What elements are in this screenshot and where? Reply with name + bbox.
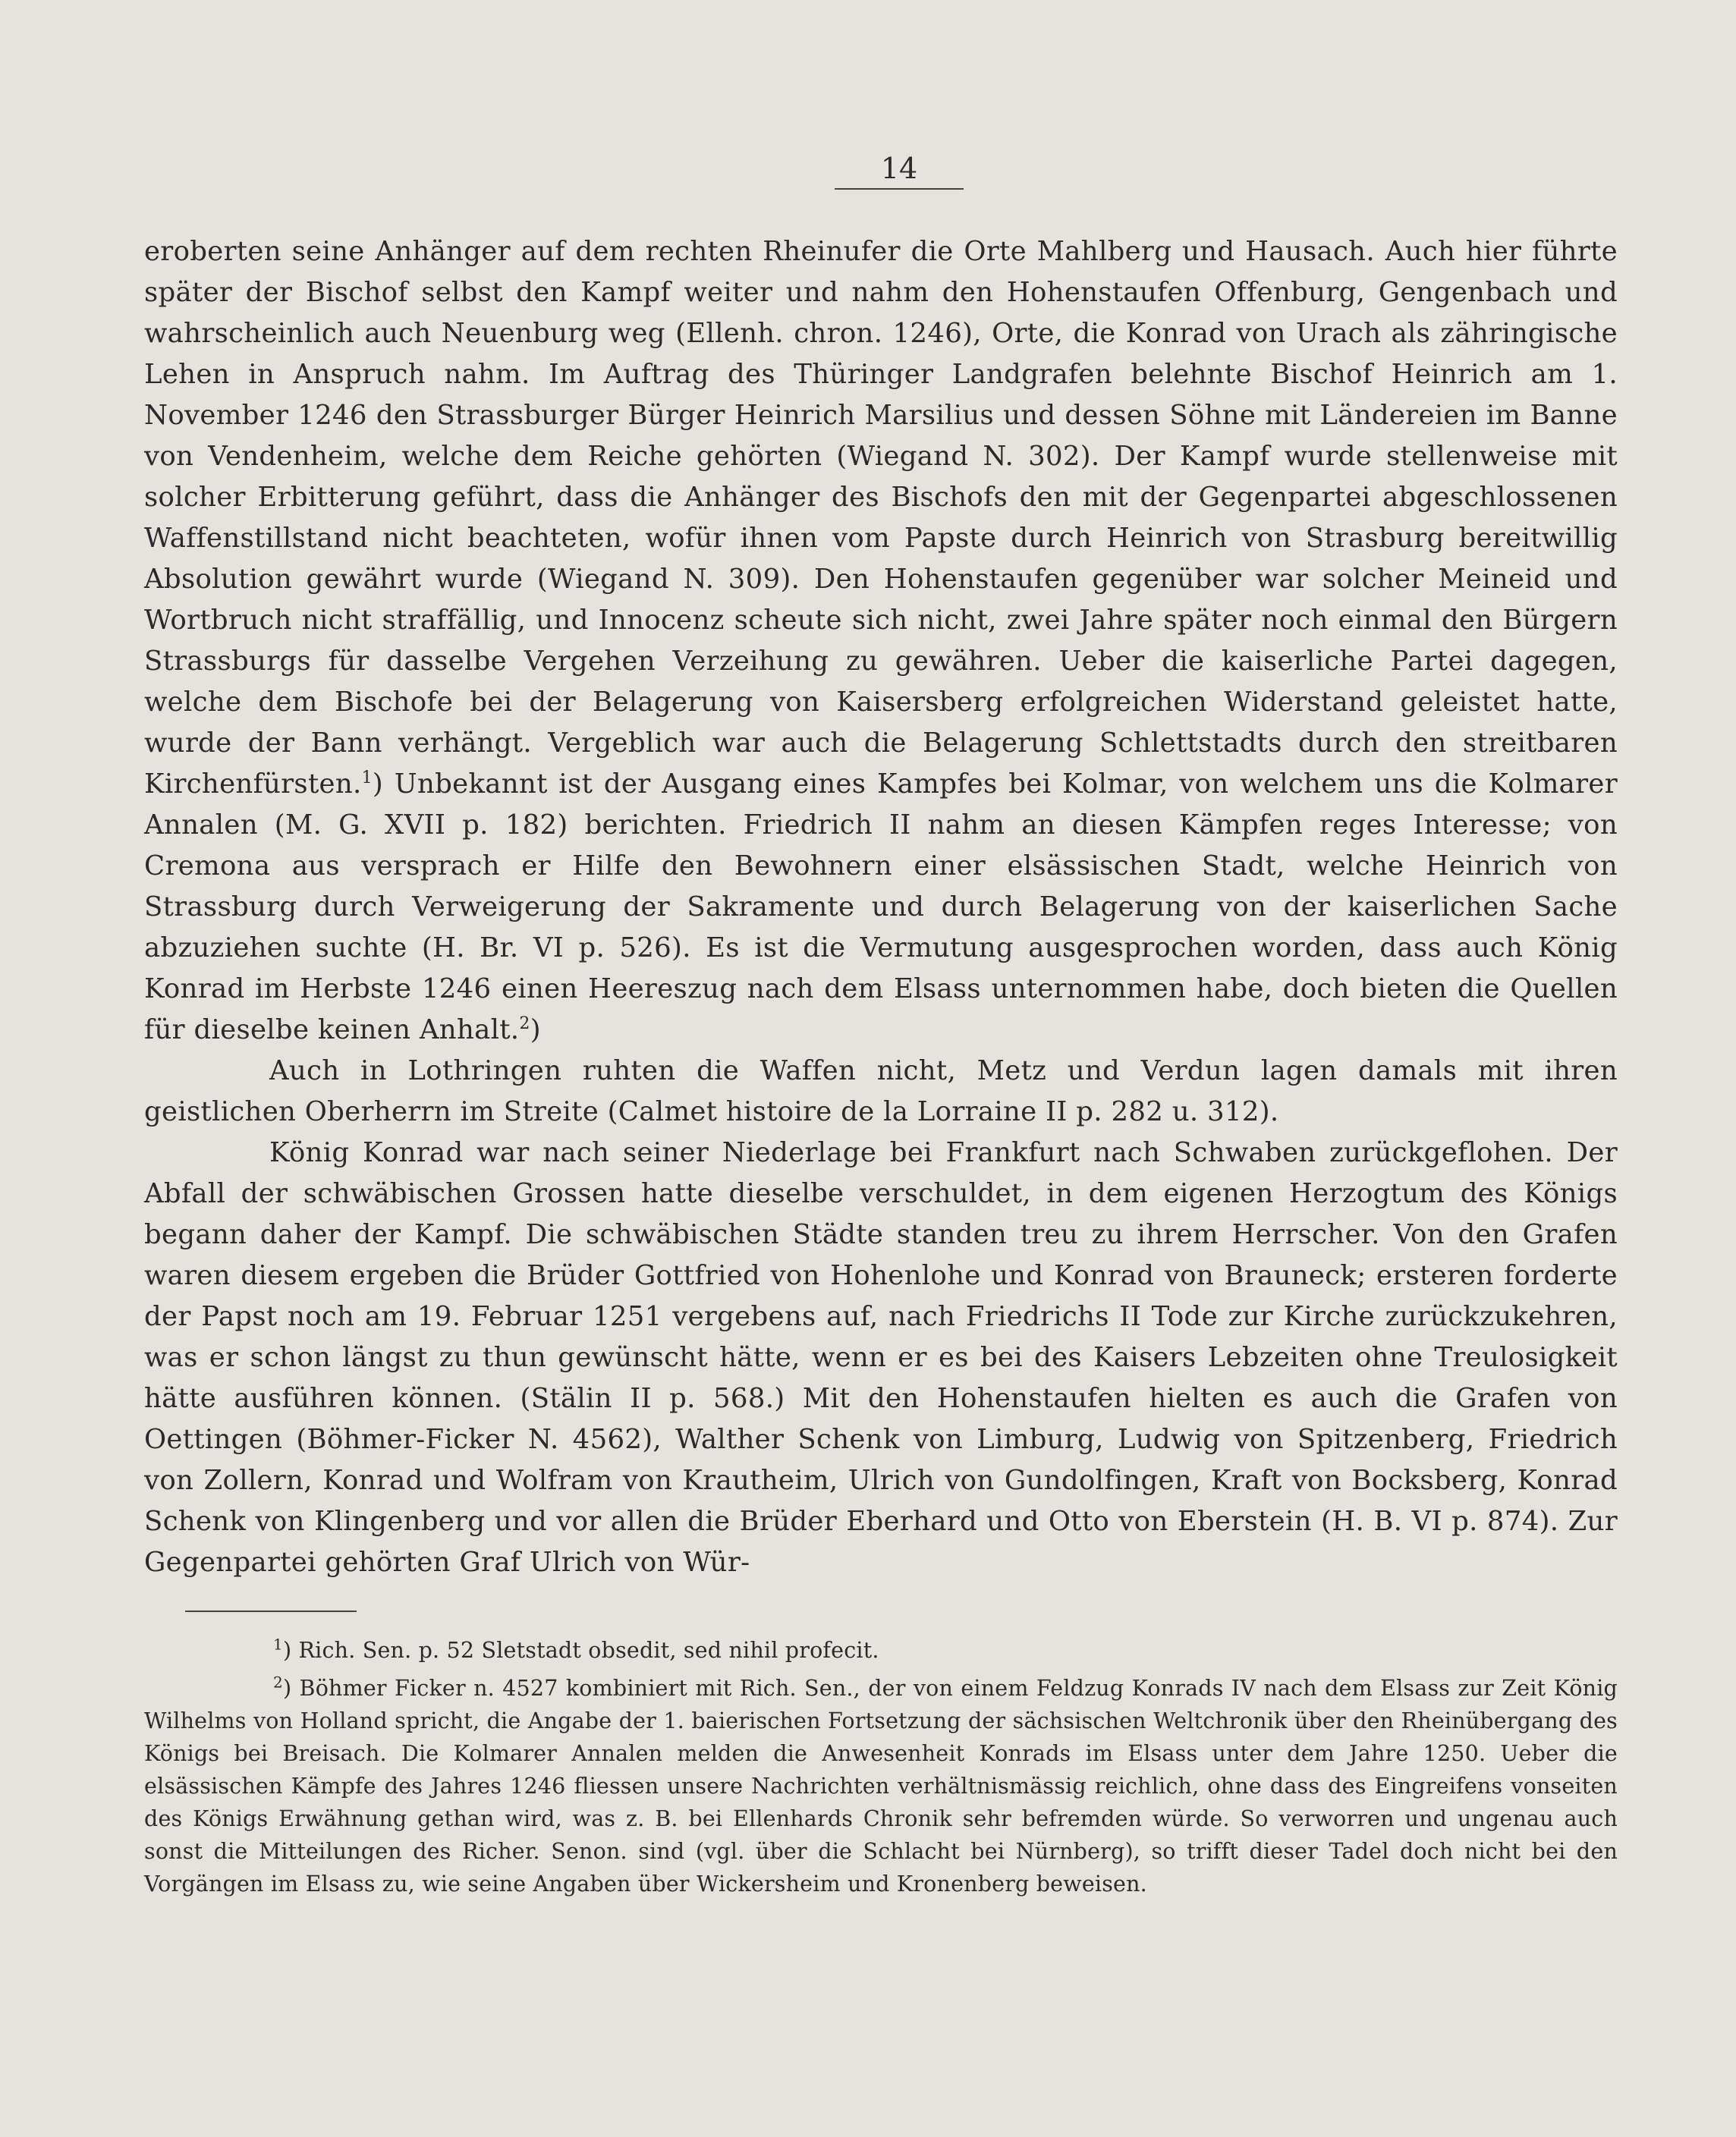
footnote-1	[144, 1634, 1618, 1667]
footnote-2-text: Böhmer Ficker n. 4527 kombiniert mit Rich. Sen., der von einem Feldzug Konrads IV nach dem Elsass zur Zeit König Wilhelms von Holland spricht, die Angabe der 1. baierischen Fortsetzung der sächsischen Weltchronik über den Rheinübergang des Königs bei Breisach. Die Kolmarer Annalen melden die Anwesenheit Konrads im Elsass unter dem Jahre 1250. Ueber die elsässischen Kämpfe des Jahres 1246 fliessen unsere Nachrichten verhältnismässig reichlich, ohne dass des Eingreifens vonseiten des Königs Erwähnung gethan wird, was z. B. bei Ellenhards Chronik sehr befremden würde. So verworren und ungenau auch sonst die Mitteilungen des Richer. Senon. sind (vgl. über die Schlacht bei Nürnberg), so trifft dieser Tadel doch nicht bei den Vorgängen im Elsass zu, wie seine Angaben über Wickersheim und Kronenberg beweisen.	[144, 1676, 1618, 1897]
paragraph-1-part-3: )	[530, 1014, 541, 1045]
footnote-2-mark: 2	[273, 1673, 283, 1692]
paragraph-1	[144, 231, 1618, 1051]
footnote-ref-2: 2	[519, 1014, 530, 1034]
footnote-divider	[185, 1611, 357, 1612]
footnote-2-mark-close: )	[282, 1676, 292, 1701]
paragraph-1-part-1: eroberten seine Anhänger auf dem rechten Rheinufer die Orte Mahlberg und Hausach. Auch hier führte später der Bischof selbst den Kampf weiter und nahm den Hohenstaufen Offenburg, Gengenbach und wahrscheinlich auch Neuenburg weg (Ellenh. chron. 1246), Orte, die Konrad von Urach als zähringische Lehen in Anspruch nahm. Im Auftrag des Thüringer Landgrafen belehnte Bischof Heinrich am 1. November 1246 den Strassburger Bürger Heinrich Marsilius und dessen Söhne mit Ländereien im Banne von Vendenheim, welche dem Reiche gehörten (Wiegand N. 302). Der Kampf wurde stellenweise mit solcher Erbitterung geführt, dass die Anhänger des Bischofs den mit der Gegenpartei abgeschlossenen Waffenstillstand nicht beachteten, wofür ihnen vom Papste durch Heinrich von Strasburg bereitwillig Absolution gewährt wurde (Wiegand N. 309). Den Hohenstaufen gegenüber war solcher Meineid und Wortbruch nicht straffällig, und Innocenz scheute sich nicht, zwei Jahre später noch einmal den Bürgern Strassburgs für dasselbe Vergehen Verzeihung zu gewähren. Ueber die kaiserliche Partei dagegen, welche dem Bischofe bei der Belagerung von Kaisersberg erfolgreichen Widerstand geleistet hatte, wurde der Bann verhängt. Vergeblich war auch die Belagerung Schlettstadts durch den streitbaren Kirchenfürsten.	[144, 236, 1618, 800]
paragraph-2: Auch in Lothringen ruhten die Waffen nicht, Metz und Verdun lagen damals mit ihren geistlichen Oberherrn im Streite (Calmet histoire de la Lorraine II p. 282 u. 312).	[144, 1055, 1618, 1127]
page-number: 14	[835, 150, 964, 190]
paragraph-1-part-2: ) Unbekannt ist der Ausgang eines Kampfes bei Kolmar, von welchem uns die Kolmarer Annalen (M. G. XVII p. 182) berichten. Friedrich II nahm an diesen Kämpfen reges Interesse; von Cremona aus versprach er Hilfe den Bewohnern einer elsässischen Stadt, welche Heinrich von Strassburg durch Verweigerung der Sakramente und durch Belagerung von der kaiserlichen Sache abzuziehen suchte (H. Br. VI p. 526). Es ist die Vermutung ausgesprochen worden, dass auch König Konrad im Herbste 1246 einen Heereszug nach dem Elsass unternommen habe, doch bieten die Quellen für dieselbe keinen Anhalt.	[144, 768, 1618, 1045]
body-text	[144, 231, 1618, 1583]
footnotes	[144, 1634, 1618, 1900]
footnote-2	[144, 1672, 1618, 1900]
footnote-1-mark: 1	[273, 1635, 283, 1654]
footnote-1-text: Rich. Sen. p. 52 Sletstadt obsedit, sed nihil profecit.	[291, 1638, 879, 1663]
paragraph-3: König Konrad war nach seiner Niederlage bei Frankfurt nach Schwaben zurückgeflohen. Der Abfall der schwäbischen Grossen hatte dieselbe verschuldet, in dem eigenen Herzogtum des Königs begann daher der Kampf. Die schwäbischen Städte standen treu zu ihrem Herrscher. Von den Grafen waren diesem ergeben die Brüder Gottfried von Hohenlohe und Konrad von Brauneck; ersteren forderte der Papst noch am 19. Februar 1251 vergebens auf, nach Friedrichs II Tode zur Kirche zurückzukehren, was er schon längst zu thun gewünscht hätte, wenn er es bei des Kaisers Lebzeiten ohne Treulosigkeit hätte ausführen können. (Stälin II p. 568.) Mit den Hohenstaufen hielten es auch die Grafen von Oettingen (Böhmer-Ficker N. 4562), Walther Schenk von Limburg, Ludwig von Spitzenberg, Friedrich von Zollern, Konrad und Wolfram von Krautheim, Ulrich von Gundolfingen, Kraft von Bocksberg, Konrad Schenk von Klingenberg und vor allen die Brüder Eberhard und Otto von Eberstein (H. B. VI p. 874). Zur Gegenpartei gehörten Graf Ulrich von Wür-	[144, 1137, 1618, 1578]
footnote-ref-1: 1	[361, 768, 373, 788]
footnote-1-mark-close: )	[282, 1638, 292, 1663]
